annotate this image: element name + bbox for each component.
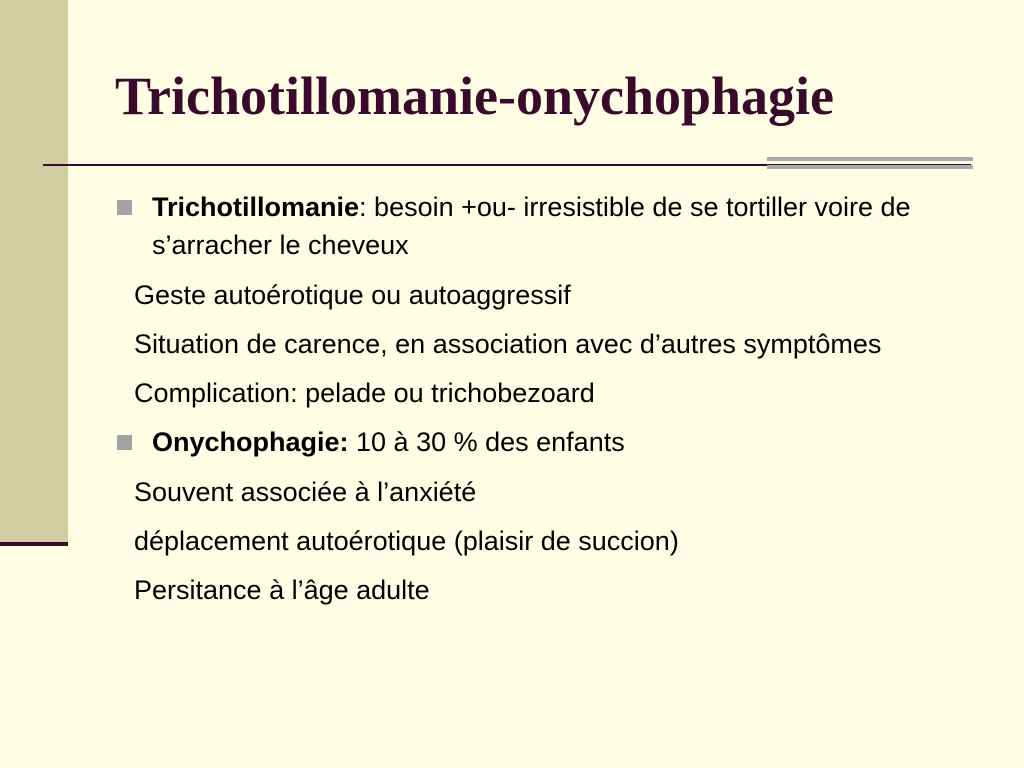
bullet-term: Onychophagie: <box>152 427 349 457</box>
sub-item-text: déplacement autoérotique (plaisir de succion) <box>134 526 679 556</box>
left-decorative-band <box>0 0 68 545</box>
accent-bar <box>767 165 973 169</box>
accent-bar <box>767 157 973 161</box>
sub-item-text: Complication: pelade ou trichobezoard <box>134 378 595 408</box>
sub-item-text: Persitance à l’âge adulte <box>134 575 430 605</box>
bullet-text: 10 à 30 % des enfants <box>348 427 625 457</box>
accent-bars <box>767 157 973 169</box>
sub-item-text: Geste autoérotique ou autoaggressif <box>134 280 571 310</box>
bullet-term: Trichotillomanie <box>152 192 360 222</box>
sub-item-text: Souvent associée à l’anxiété <box>134 477 477 507</box>
left-band-underline <box>0 542 68 546</box>
slide-title: Trichotillomanie-onychophagie <box>115 66 835 126</box>
slide-content <box>115 188 915 620</box>
sub-item <box>115 374 915 412</box>
sub-item <box>115 571 915 609</box>
sub-item <box>115 522 915 560</box>
square-bullet-icon <box>117 200 132 215</box>
bullet-text: : besoin +ou- irresistible de se tortiller voire de s’arracher le cheveux <box>152 192 911 260</box>
bullet-item <box>115 423 915 461</box>
bullet-item <box>115 188 915 264</box>
square-bullet-icon <box>117 435 132 450</box>
sub-item-text: Situation de carence, en association avec d’autres symptômes <box>134 329 882 359</box>
sub-item <box>115 473 915 511</box>
sub-item <box>115 276 915 314</box>
sub-item <box>115 325 915 363</box>
